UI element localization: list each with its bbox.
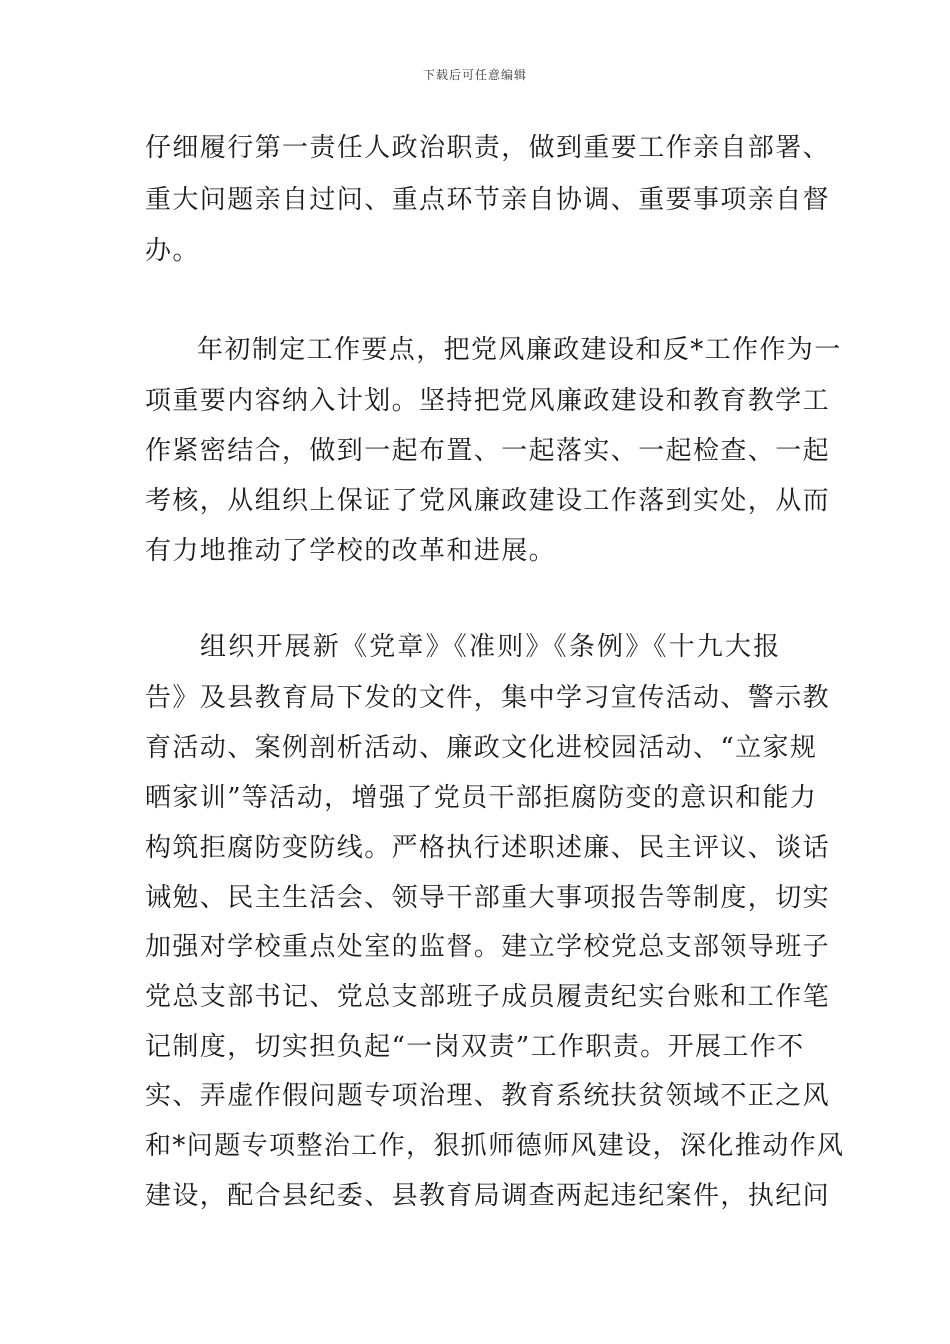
text-line: 诫勉、民主生活会、领导干部重大事项报告等制度，切实: [145, 883, 831, 913]
text-line: 办。: [145, 236, 200, 266]
text-line: 重大问题亲自过问、重点环节亲自协调、重要事项亲自督: [145, 185, 831, 215]
text-line: 记制度，切实担负起“一岗双责”工作职责。开展工作不: [145, 1032, 805, 1062]
text-line: 考核，从组织上保证了党风廉政建设工作落到实处，从而: [145, 486, 831, 516]
text-line: 组织开展新《党章》《准则》《条例》《十九大报: [200, 632, 782, 662]
text-line: 告》及县教育局下发的文件，集中学习宣传活动、警示教: [145, 683, 831, 713]
text-line: 作紧密结合，做到一起布置、一起落实、一起检查、一起: [145, 436, 831, 466]
text-line: 加强对学校重点处室的监督。建立学校党总支部领导班子: [145, 932, 831, 962]
text-line: 建设，配合县纪委、县教育局调查两起违纪案件，执纪问: [145, 1181, 831, 1211]
text-line: 晒家训”等活动，增强了党员干部拒腐防变的意识和能力: [145, 783, 818, 813]
text-line: 育活动、案例剖析活动、廉政文化进校园活动、“立家规: [145, 733, 818, 763]
text-line: 有力地推动了学校的改革和进展。: [145, 536, 557, 566]
page-header: 下载后可任意编辑: [422, 68, 527, 82]
text-line: 项重要内容纳入计划。坚持把党风廉政建设和教育教学工: [145, 386, 831, 416]
text-line: 仔细履行第一责任人政治职责，做到重要工作亲自部署、: [145, 133, 831, 163]
text-line: 和*问题专项整治工作，狠抓师德师风建设，深化推动作风: [145, 1131, 845, 1161]
text-line: 实、弄虚作假问题专项治理、教育系统扶贫领域不正之风: [145, 1081, 831, 1111]
text-line: 构筑拒腐防变防线。严格执行述职述廉、民主评议、谈话: [145, 833, 831, 863]
text-line: 年初制定工作要点，把党风廉政建设和反*工作作为一: [197, 335, 842, 365]
text-line: 党总支部书记、党总支部班子成员履责纪实台账和工作笔: [145, 982, 831, 1012]
